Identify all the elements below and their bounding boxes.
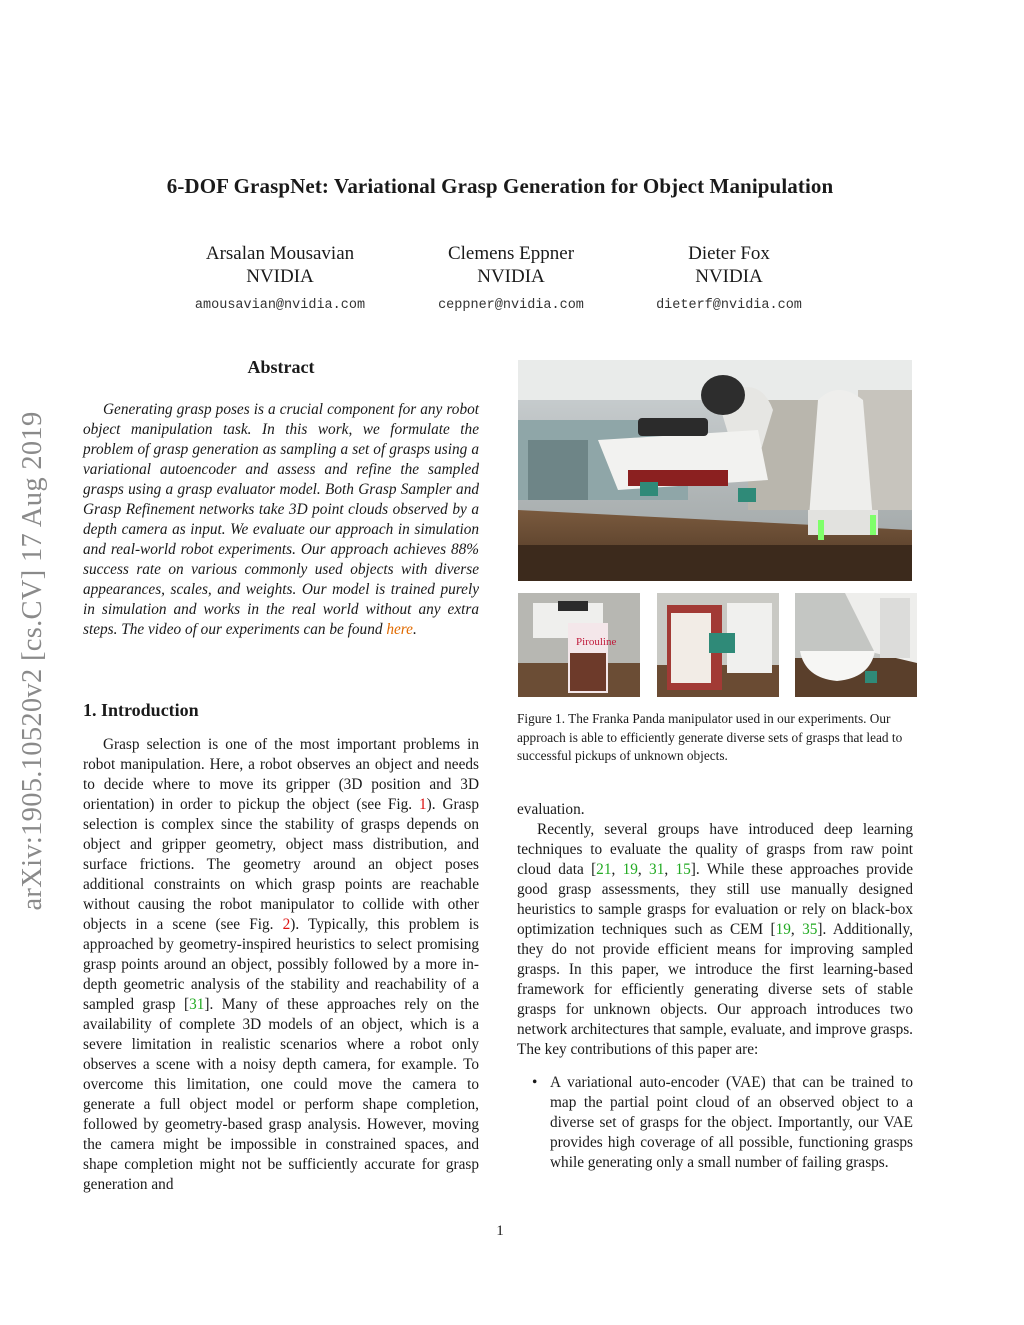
grasp-thumbnail-can bbox=[518, 593, 640, 697]
robot-photo-illustration bbox=[518, 360, 912, 581]
author-email: ceppner@nvidia.com bbox=[438, 298, 584, 313]
author-affiliation: NVIDIA bbox=[477, 266, 545, 287]
abstract-heading: Abstract bbox=[247, 357, 315, 377]
abstract-body: Generating grasp poses is a crucial component for any robot object manipulation task. In this work, we formulate the problem of grasp generation as sampling a set of grasps using a variational autoencoder and assess and refine the sampled grasps using a grasp evaluator model. Both Grasp Sampler and Grasp Refinement networks take 3D point clouds observed by a depth camera as input. We evaluate our approach in simulation and real-world robot experiments. Our approach achieves 88% success rate on various commonly used objects with diverse appearances, scales, and weights. Our model is trained purely in simulation and works in the real world without any extra steps. The video of our experiments can be found bbox=[83, 401, 479, 638]
citation-link[interactable]: 19 bbox=[775, 921, 791, 938]
intro-text: ). Grasp selection is complex since the stability of grasps depends on object and gripper geometry, object mass distribution, and surface frictions. The geometry around an object poses additional constraints on which grasp points are reachable without causing the robot manipulator to collide with other objects in a scene (see Fig. bbox=[83, 796, 479, 933]
citation-link[interactable]: 21 bbox=[596, 861, 612, 878]
bullet-text: A variational auto-encoder (VAE) that can be trained to map the partial point cloud of an observed object to a diverse set of grasps for the object. Importantly, our VAE provides high coverage of all possible, functioning grasps while generating only a small number of failing grasps. bbox=[550, 1074, 913, 1171]
author-name: Arsalan Mousavian bbox=[205, 243, 355, 264]
fig-ref[interactable]: 2 bbox=[282, 916, 291, 933]
author-name: Clemens Eppner bbox=[447, 243, 575, 264]
grasp-thumbnail-bowl bbox=[795, 593, 917, 697]
intro-text: Grasp selection is one of the most important problems in robot manipulation. Here, a robot observes an object and needs to decide where to move its gripper (3D position and 3D orientation) in order to pickup the object (see Fig. bbox=[83, 736, 479, 813]
box-grasp-illustration bbox=[657, 593, 779, 697]
can-grasp-illustration bbox=[518, 593, 640, 697]
author-affiliation: NVIDIA bbox=[695, 266, 763, 287]
intro-text: ]. Many of these approaches rely on the availability of complete 3D models of an object, which is a severe limitation in realistic scenarios where a robot only observes a scene with a noisy depth camera, for example. To overcome this limitation, one could move the camera to generate a full object model or perform shape completion, followed by geometry-based grasp analysis. However, moving the camera might be impossible in constrained spaces, and shape completion might not be sufficiently accurate for grasp generation and bbox=[83, 996, 479, 1193]
citation-link[interactable]: 35 bbox=[802, 921, 818, 938]
bowl-grasp-illustration bbox=[795, 593, 917, 697]
contribution-list-item bbox=[517, 1073, 913, 1173]
author-email: dieterf@nvidia.com bbox=[656, 298, 802, 313]
citation-link[interactable]: 15 bbox=[675, 861, 691, 878]
continued-text: evaluation. bbox=[517, 801, 585, 818]
author-email: amousavian@nvidia.com bbox=[194, 298, 366, 313]
author-2 bbox=[391, 242, 631, 317]
author-3 bbox=[609, 242, 849, 317]
paragraph-text: ]. While these approaches provide good grasp assessments, they still use manually designed heuristics to sample grasps for evaluation or rely on black-box optimization techniques such as CEM [ bbox=[517, 861, 913, 938]
grasp-thumbnail-box bbox=[657, 593, 779, 697]
citation-link[interactable]: 19 bbox=[622, 861, 638, 878]
video-link[interactable]: here bbox=[386, 621, 413, 638]
can-label: Pirouline bbox=[576, 636, 617, 648]
author-1 bbox=[160, 242, 400, 317]
page-number: 1 bbox=[496, 1223, 504, 1239]
paragraph-text: Recently, several groups have introduced deep learning techniques to evaluate the quality of grasps from raw point cloud data [ bbox=[517, 821, 913, 878]
author-affiliation: NVIDIA bbox=[246, 266, 314, 287]
robot-photo bbox=[518, 360, 912, 581]
right-column-text bbox=[517, 800, 913, 1060]
fig-ref[interactable]: 1 bbox=[419, 796, 427, 813]
bullet-icon: • bbox=[532, 1074, 538, 1091]
author-name: Dieter Fox bbox=[688, 243, 770, 264]
intro-text: ). Typically, this problem is approached by geometry-inspired heuristics to select promising grasp points around an object, possibly followed by a more in-depth geometric analysis of the stability and reachability of a sampled grasp [ bbox=[83, 916, 479, 1013]
citation-link[interactable]: 31 bbox=[649, 861, 665, 878]
citation-link[interactable]: 31 bbox=[189, 996, 205, 1013]
paper-title: 6-DOF GraspNet: Variational Grasp Generation for Object Manipulation bbox=[166, 174, 834, 198]
intro-heading: 1. Introduction bbox=[83, 700, 199, 720]
arxiv-stamp: arXiv:1905.10520v2 [cs.CV] 17 Aug 2019 bbox=[17, 411, 48, 911]
paragraph-text: ]. Additionally, they do not provide efficient means for improving sampled grasps. In this paper, we introduce the first learning-based framework for efficiently generating diverse sets of stable grasps for unknown objects. Our approach introduces two network architectures that sample, evaluate, and improve grasps. The key contributions of this paper are: bbox=[517, 921, 913, 1058]
abstract-end: . bbox=[412, 621, 417, 638]
figure-caption: Figure 1. The Franka Panda manipulator used in our experiments. Our approach is able to efficiently generate diverse sets of grasps that lead to successful pickups of unknown objects. bbox=[517, 711, 903, 763]
abstract-text bbox=[83, 400, 479, 640]
intro-paragraph bbox=[83, 735, 479, 1195]
paragraph-2: Recently, several groups have introduced deep learning techniques to evaluate the quality of grasps from raw point cloud data [21, 19, 31, 15]. While these approaches provide good grasp assessments, they still use manually designed heuristics to sample grasps for evaluation or rely on black-box optimization techniques such as CEM [19, 35]. Additionally, they do not provide efficient means for improving sampled grasps. In this paper, we introduce the first learning-based framework for efficiently generating diverse sets of stable grasps for unknown objects. Our approach introduces two network architectures that sample, evaluate, and improve grasps. The key contributions of this paper are: bbox=[517, 821, 913, 1058]
